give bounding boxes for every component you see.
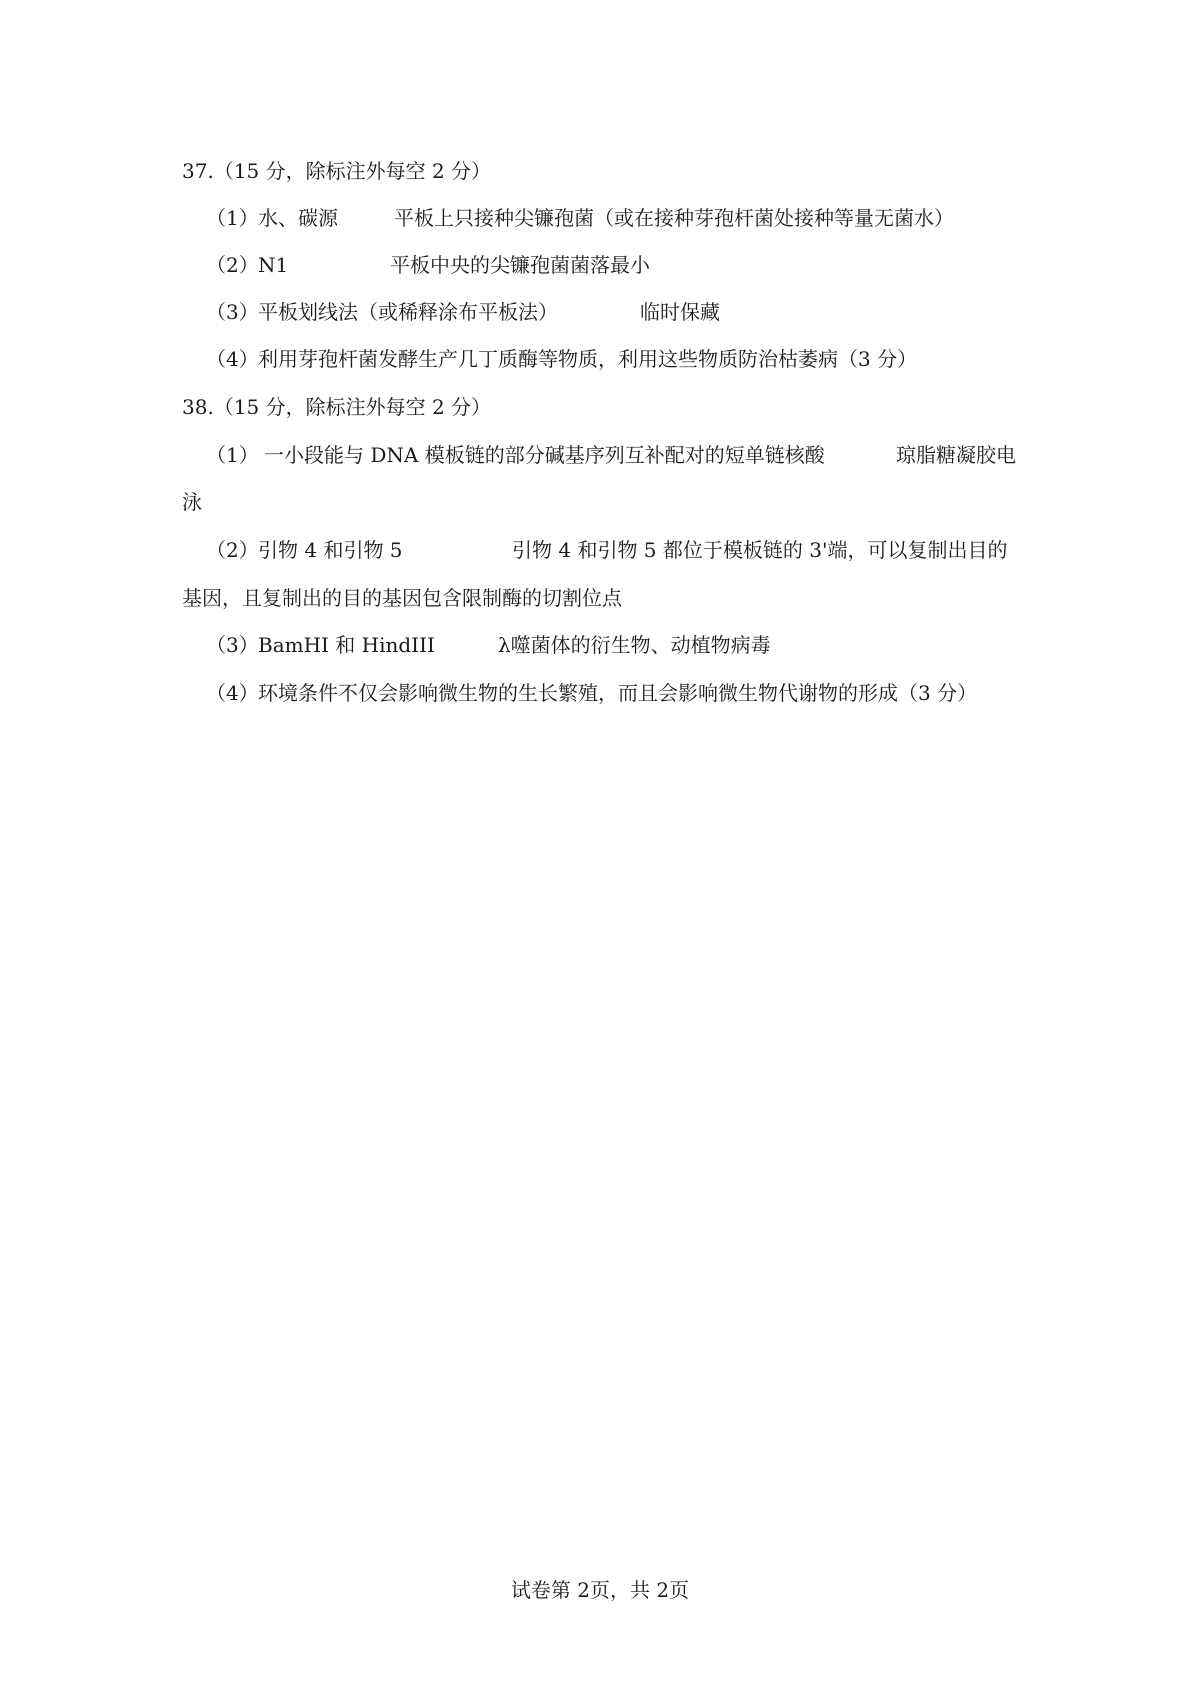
q38-item-2-continuation: 基因，且复制出的目的基因包含限制酶的切割位点: [182, 586, 622, 610]
q38-item-3-num: （3）: [206, 633, 259, 657]
q37-item-2-num: （2）: [206, 253, 259, 277]
page-footer: 试卷第 2页，共 2页: [510, 1578, 690, 1602]
q37-item-3-answer-a: 平板划线法（或稀释涂布平板法）: [258, 300, 558, 324]
q37-item-1-answer-b: 平板上只接种尖镰孢菌（或在接种芽孢杆菌处接种等量无菌水）: [394, 206, 954, 230]
q38-item-1-continuation: 泳: [182, 490, 202, 514]
q37-item-3-answer-b: 临时保藏: [640, 300, 720, 324]
q37-item-2-answer-a: N1: [258, 253, 289, 277]
q38-item-4-num: （4）: [206, 681, 259, 705]
q38-item-4-answer-a: 环境条件不仅会影响微生物的生长繁殖，而且会影响微生物代谢物的形成（3 分）: [258, 681, 978, 705]
q37-item-1-num: （1）: [206, 206, 259, 230]
q38-header: 38.（15 分，除标注外每空 2 分）: [182, 395, 492, 419]
q38-item-1-num: （1）: [206, 443, 259, 467]
q37-item-1-answer-a: 水、碳源: [258, 206, 338, 230]
q38-item-3-answer-b: λ噬菌体的衍生物、动植物病毒: [498, 633, 771, 657]
q37-item-2-answer-b: 平板中央的尖镰孢菌菌落最小: [390, 253, 650, 277]
q38-item-1-answer-a: 一小段能与 DNA 模板链的部分碱基序列互补配对的短单链核酸: [264, 443, 825, 467]
q38-item-2-answer-b: 引物 4 和引物 5 都位于模板链的 3'端，可以复制出目的: [512, 538, 1008, 562]
q37-item-3-num: （3）: [206, 300, 259, 324]
q38-item-3-answer-a: BamHI 和 HindIII: [258, 633, 435, 657]
q38-item-2-answer-a: 引物 4 和引物 5: [258, 538, 403, 562]
q37-item-4-num: （4）: [206, 347, 259, 371]
q37-header: 37.（15 分，除标注外每空 2 分）: [182, 159, 492, 183]
q37-item-4-answer-a: 利用芽孢杆菌发酵生产几丁质酶等物质，利用这些物质防治枯萎病（3 分）: [258, 347, 918, 371]
q38-item-1-answer-b: 琼脂糖凝胶电: [896, 443, 1016, 467]
q38-item-2-num: （2）: [206, 538, 259, 562]
